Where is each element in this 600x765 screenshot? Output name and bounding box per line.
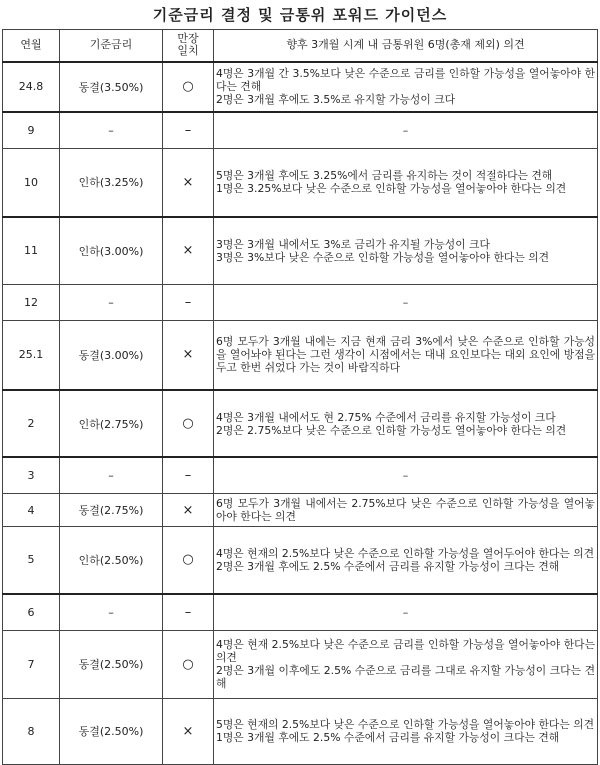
cell-unanimous: × — [163, 698, 214, 764]
cell-date: 2 — [3, 390, 60, 457]
table-row — [3, 698, 598, 764]
header-date: 연월 — [3, 30, 60, 62]
cell-date: 24.8 — [3, 62, 60, 112]
cell-unanimous: × — [163, 217, 214, 284]
cell-unanimous: ○ — [163, 62, 214, 112]
opinion-line: 2명은 3개월 후에도 3.5%로 유지할 가능성이 크다 — [216, 93, 456, 106]
cell-rate: – — [60, 457, 163, 494]
cell-rate: 동결(2.50%) — [60, 698, 163, 764]
cell-rate: 인하(2.50%) — [60, 527, 163, 594]
cell-unanimous: – — [163, 594, 214, 631]
header-rate: 기준금리 — [60, 30, 163, 62]
cell-rate: 인하(3.00%) — [60, 217, 163, 284]
cell-unanimous: – — [163, 457, 214, 494]
table-row — [3, 594, 598, 631]
cell-rate: – — [60, 594, 163, 631]
table-row — [3, 217, 598, 284]
cell-rate: – — [60, 284, 163, 320]
cell-unanimous: × — [163, 494, 214, 527]
cell-unanimous: ○ — [163, 630, 214, 698]
cell-unanimous: – — [163, 284, 214, 320]
cell-opinion — [214, 698, 598, 764]
table-row — [3, 112, 598, 149]
cell-unanimous: ○ — [163, 390, 214, 457]
table-row — [3, 148, 598, 217]
opinion-line: – — [402, 469, 409, 482]
cell-opinion — [214, 148, 598, 217]
table-row — [3, 494, 598, 527]
opinion-line: – — [402, 123, 409, 137]
rate-table — [2, 29, 598, 765]
cell-date: 11 — [3, 217, 60, 284]
cell-rate: 동결(2.50%) — [60, 630, 163, 698]
cell-opinion — [214, 494, 598, 527]
opinion-line: 5명은 3개월 후에도 3.25%에서 금리를 유지하는 것이 적절하다는 견해 — [216, 169, 553, 183]
cell-opinion — [214, 320, 598, 390]
cell-opinion — [214, 457, 598, 494]
cell-rate: 인하(3.25%) — [60, 148, 163, 217]
cell-date: 7 — [3, 630, 60, 698]
cell-unanimous: ○ — [163, 527, 214, 594]
page-title: 기준금리 결정 및 금통위 포워드 가이던스 — [152, 6, 448, 24]
cell-opinion — [214, 217, 598, 284]
cell-rate: – — [60, 112, 163, 149]
table-row — [3, 320, 598, 390]
opinion-line: 4명은 3개월 간 3.5%보다 낮은 수준으로 금리를 인하할 가능성을 열어놓아야 한다는 견해 — [216, 67, 595, 93]
cell-rate: 동결(3.50%) — [60, 62, 163, 112]
table-row — [3, 62, 598, 112]
opinion-line: 2명은 2.75%보다 낮은 수준으로 인하할 가능성도 열어놓아야 한다는 의견 — [216, 423, 567, 437]
cell-date: 25.1 — [3, 320, 60, 390]
cell-unanimous: – — [163, 112, 214, 149]
cell-rate: 동결(3.00%) — [60, 320, 163, 390]
opinion-line: 4명은 현재의 2.5%보다 낮은 수준으로 인하할 가능성을 열어두어야 한다는 의견 — [216, 546, 595, 560]
cell-unanimous: × — [163, 148, 214, 217]
cell-date: 12 — [3, 284, 60, 320]
opinion-line: – — [402, 295, 409, 309]
table-row — [3, 630, 598, 698]
cell-opinion — [214, 284, 598, 320]
table-row — [3, 457, 598, 494]
cell-date: 5 — [3, 527, 60, 594]
opinion-line: 4명은 현재 2.5%보다 낮은 수준으로 금리를 인하할 가능성을 열어놓아야 한다는 의견 — [216, 638, 595, 664]
cell-date: 8 — [3, 698, 60, 764]
cell-rate: 동결(2.75%) — [60, 494, 163, 527]
opinion-line: 6명 모두가 3개월 내에는 지금 현재 금리 3%에서 낮은 수준으로 인하할 가능성을 열어놔야 된다는 그런 생각이 시점에서는 대내 요인보다는 대외 요인에 방점을 두고 한번 쉬었다 가는 것이 바람직하다 — [216, 335, 595, 375]
table-row — [3, 390, 598, 457]
opinion-line: 4명은 3개월 내에서도 현 2.75% 수준에서 금리를 유지할 가능성이 크다 — [216, 410, 556, 424]
opinion-line: 3명은 3%보다 낮은 수준으로 인하할 가능성을 열어놓아야 한다는 의견 — [216, 250, 550, 264]
table-row — [3, 284, 598, 320]
cell-date: 3 — [3, 457, 60, 494]
cell-opinion — [214, 390, 598, 457]
cell-date: 6 — [3, 594, 60, 631]
cell-opinion — [214, 527, 598, 594]
cell-unanimous: × — [163, 320, 214, 390]
cell-opinion — [214, 630, 598, 698]
opinion-line: 6명 모두가 3개월 내에서는 2.75%보다 낮은 수준으로 인하할 가능성을 열어놓아야 한다는 의견 — [216, 497, 595, 523]
opinion-line: 2명은 3개월 이후에도 2.5% 수준으로 금리를 그대로 유지할 가능성이 크다는 견해 — [216, 664, 595, 690]
opinion-line: 3명은 3개월 내에서도 3%로 금리가 유지될 가능성이 크다 — [216, 237, 490, 251]
cell-date: 4 — [3, 494, 60, 527]
cell-opinion — [214, 112, 598, 149]
opinion-line: 1명은 3개월 후에도 2.5% 수준에서 금리를 유지할 가능성이 크다는 견해 — [216, 731, 560, 744]
opinion-line: 1명은 3.25%보다 낮은 수준으로 인하할 가능성을 열어놓아야 한다는 의견 — [216, 182, 567, 196]
cell-rate: 인하(2.75%) — [60, 390, 163, 457]
header-unanimous: 만장 일치 — [163, 30, 214, 62]
cell-date: 10 — [3, 148, 60, 217]
opinion-line: 2명은 3개월 후에도 2.5% 수준에서 금리를 유지할 가능성이 크다는 견해 — [216, 559, 560, 573]
opinion-line: – — [402, 605, 409, 619]
cell-opinion — [214, 62, 598, 112]
header-opinion: 향후 3개월 시계 내 금통위원 6명(총재 제외) 의견 — [214, 30, 598, 62]
cell-opinion — [214, 594, 598, 631]
table-row — [3, 527, 598, 594]
cell-date: 9 — [3, 112, 60, 149]
opinion-line: 5명은 현재의 2.5%보다 낮은 수준으로 인하할 가능성을 열어놓아야 한다는 의견 — [216, 718, 595, 731]
